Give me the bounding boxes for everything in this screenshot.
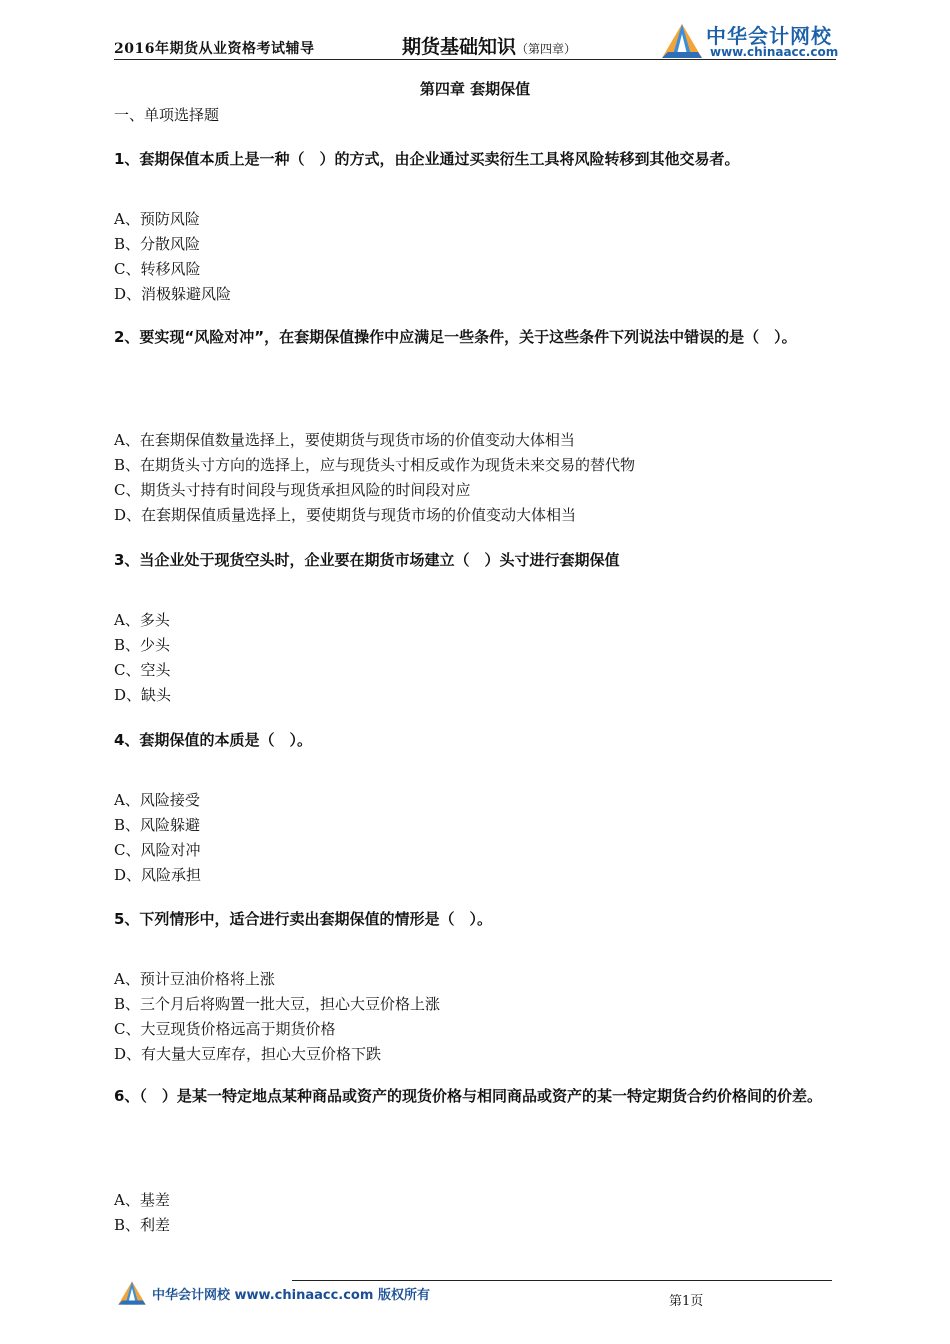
footer-logo-icon bbox=[116, 1280, 148, 1306]
header-chapter: （第四章） bbox=[516, 42, 577, 56]
question-3: 3、当企业处于现货空头时，企业要在期货市场建立（ ）头寸进行套期保值 bbox=[114, 551, 620, 569]
question-2-option-d: D、在套期保值质量选择上，要使期货与现货市场的价值变动大体相当 bbox=[114, 506, 577, 524]
footer-copyright: 中华会计网校 www.chinaacc.com 版权所有 bbox=[152, 1288, 430, 1303]
header-subject: 期货基础知识 bbox=[402, 36, 517, 58]
question-4-option-b: B、风险躲避 bbox=[114, 816, 201, 834]
question-5: 5、下列情形中，适合进行卖出套期保值的情形是（ ）。 bbox=[114, 910, 492, 928]
page-header bbox=[114, 20, 839, 62]
question-2-option-c: C、期货头寸持有时间段与现货承担风险的时间段对应 bbox=[114, 481, 471, 499]
question-3-option-c: C、空头 bbox=[114, 661, 171, 679]
question-3-option-a: A、多头 bbox=[114, 611, 170, 629]
section-heading: 一、单项选择题 bbox=[114, 106, 220, 124]
question-6: 6、（ ）是某一特定地点某种商品或资产的现货价格与相同商品或资产的某一特定期货合约价格间的价差。 bbox=[114, 1087, 822, 1105]
question-2-option-b: B、在期货头寸方向的选择上，应与现货头寸相反或作为现货未来交易的替代物 bbox=[114, 456, 636, 474]
page-footer bbox=[114, 1278, 836, 1318]
question-5-option-c: C、大豆现货价格远高于期货价格 bbox=[114, 1020, 336, 1038]
question-4: 4、套期保值的本质是（ ）。 bbox=[114, 731, 312, 749]
question-3-option-d: D、缺头 bbox=[114, 686, 172, 704]
question-1-option-c: C、转移风险 bbox=[114, 260, 201, 278]
question-1: 1、套期保值本质上是一种（ ）的方式，由企业通过买卖衍生工具将风险转移到其他交易者。 bbox=[114, 150, 740, 168]
question-1-option-b: B、分散风险 bbox=[114, 235, 201, 253]
header-exam-title: 2016年期货从业资格考试辅导 bbox=[114, 41, 315, 57]
logo-url: www.chinaacc.com bbox=[710, 45, 839, 59]
question-2-option-a: A、在套期保值数量选择上，要使期货与现货市场的价值变动大体相当 bbox=[114, 431, 575, 449]
header-subject-block bbox=[402, 32, 576, 59]
question-4-option-c: C、风险对冲 bbox=[114, 841, 201, 859]
chapter-title: 第四章 套期保值 bbox=[419, 80, 531, 98]
brand-logo bbox=[660, 20, 839, 62]
footer-divider bbox=[292, 1280, 832, 1281]
question-6-option-b: B、利差 bbox=[114, 1216, 171, 1234]
logo-triangle-icon bbox=[660, 22, 704, 60]
question-3-option-b: B、少头 bbox=[114, 636, 171, 654]
question-4-option-a: A、风险接受 bbox=[114, 791, 200, 809]
question-1-option-d: D、消极躲避风险 bbox=[114, 285, 232, 303]
question-5-option-b: B、三个月后将购置一批大豆，担心大豆价格上涨 bbox=[114, 995, 441, 1013]
question-5-option-d: D、有大量大豆库存，担心大豆价格下跌 bbox=[114, 1045, 382, 1063]
question-5-option-a: A、预计豆油价格将上涨 bbox=[114, 970, 275, 988]
question-2: 2、要实现“风险对冲”，在套期保值操作中应满足一些条件，关于这些条件下列说法中错误的是（ ）。 bbox=[114, 328, 797, 346]
header-divider bbox=[114, 59, 836, 60]
question-6-option-a: A、基差 bbox=[114, 1191, 170, 1209]
question-4-option-d: D、风险承担 bbox=[114, 866, 202, 884]
question-1-option-a: A、预防风险 bbox=[114, 210, 200, 228]
logo-chinese-name: 中华会计网校 bbox=[706, 24, 832, 48]
page-number: 第1页 bbox=[669, 1294, 704, 1309]
